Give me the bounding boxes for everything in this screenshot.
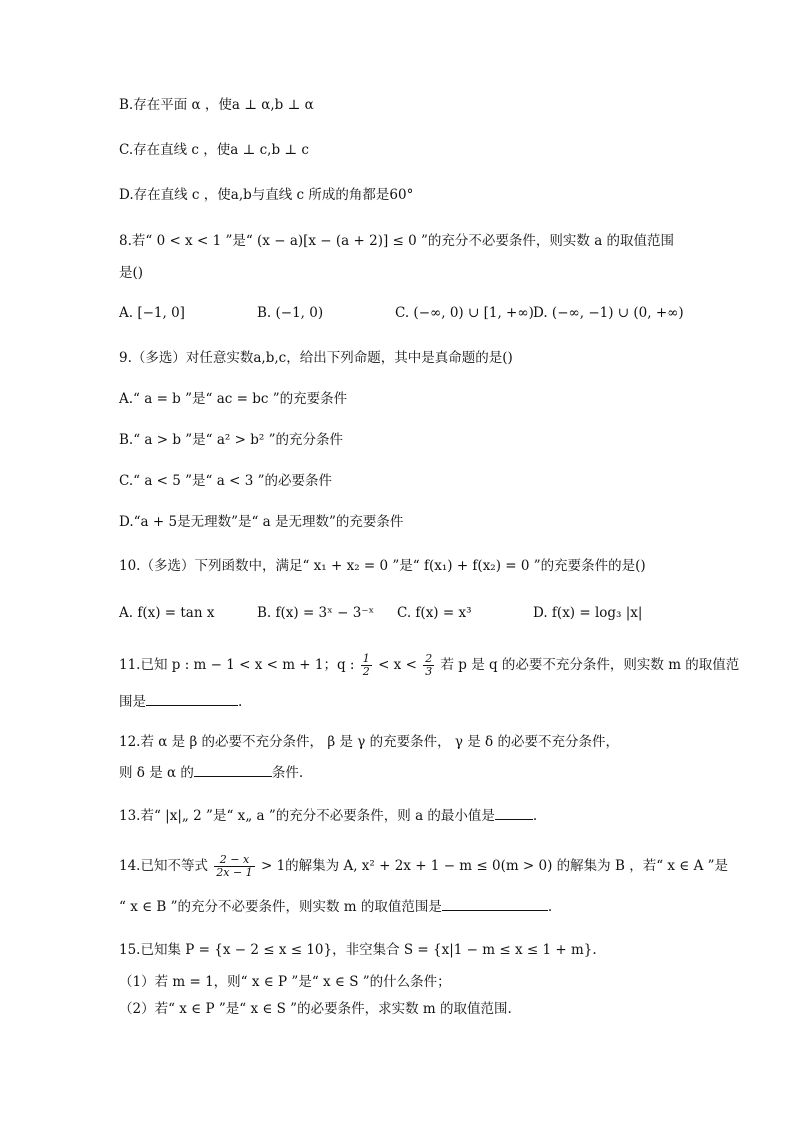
- question-7-option-c: C.存在直线 c ，使a ⊥ c,b ⊥ c: [119, 142, 309, 158]
- question-15-part-1: （1）若 m = 1，则“ x ∈ P ”是“ x ∈ S ”的什么条件；: [119, 974, 451, 990]
- question-14-part-3: “ x ∈ B ”的充分不必要条件，则实数 m 的取值范围是: [119, 899, 442, 915]
- question-10-option-d: D. f(x) = log₃ |x|: [533, 605, 643, 621]
- question-8-option-c: C. (−∞, 0) ∪ [1, +∞): [395, 305, 534, 321]
- fraction-denominator: 2x − 1: [216, 866, 253, 879]
- question-8-stem-cont: 是(): [119, 265, 144, 281]
- question-13-end: .: [532, 808, 538, 824]
- question-10-option-b: B. f(x) = 3ˣ − 3⁻ˣ: [257, 605, 375, 621]
- question-12-stem: 12.若 α 是 β 的必要不充分条件， β 是 γ 的充要条件， γ 是 δ 的必要不充分条件，: [119, 734, 619, 750]
- question-8-option-a: A. [−1, 0]: [119, 305, 185, 321]
- question-11-stem-cont: [119, 691, 242, 712]
- question-9-option-a: A.“ a = b ”是“ ac = bc ”的充要条件: [119, 391, 348, 407]
- question-9-option-d: D.“a + 5是无理数”是“ a 是无理数”的充要条件: [119, 514, 404, 530]
- question-11-part-3: 若 p 是 q 的必要不充分条件，则实数 m 的取值范: [436, 657, 740, 673]
- question-14-part-1: 14.已知不等式: [119, 858, 213, 874]
- question-15-part-2: （2）若“ x ∈ P ”是“ x ∈ S ”的必要条件，求实数 m 的取值范围.: [119, 1001, 512, 1017]
- question-11-label: 围是: [119, 694, 146, 710]
- fraction-numerator: 2 − x: [214, 854, 254, 867]
- question-11-end: .: [238, 694, 243, 710]
- question-7-option-b: B.存在平面 α ，使a ⊥ α,b ⊥ α: [119, 97, 314, 113]
- question-14-end: .: [547, 899, 553, 915]
- question-12-part-1: 则 δ 是 α 的: [119, 765, 194, 781]
- question-11-part-2: < x <: [373, 657, 422, 673]
- question-14-stem-cont: [119, 896, 552, 917]
- question-9-option-c: C.“ a < 5 ”是“ a < 3 ”的必要条件: [119, 473, 332, 489]
- fraction-denominator: 3: [425, 665, 433, 678]
- question-12-stem-cont: [119, 762, 303, 783]
- question-10-option-a: A. f(x) = tan x: [119, 605, 215, 621]
- fraction-denominator: 2: [362, 665, 370, 678]
- question-15-stem: 15.已知集 P = {x − 2 ≤ x ≤ 10}，非空集合 S = {x|1 − m ≤ x ≤ 1 + m}.: [119, 942, 597, 958]
- answer-blank[interactable]: [194, 762, 272, 777]
- fraction-two-thirds: [423, 653, 434, 678]
- question-8-option-d: D. (−∞, −1) ∪ (0, +∞): [533, 305, 684, 321]
- question-9-option-b: B.“ a > b ”是“ a² > b² ”的充分条件: [119, 432, 343, 448]
- answer-blank[interactable]: [146, 691, 238, 706]
- answer-blank[interactable]: [442, 896, 548, 911]
- question-8-stem: 8.若“ 0 < x < 1 ”是“ (x − a)[x − (a + 2)] ≤ 0 ”的充分不必要条件，则实数 a 的取值范围: [119, 233, 675, 249]
- question-9-stem: 9.（多选）对任意实数a,b,c，给出下列命题，其中是真命题的是(): [119, 350, 513, 366]
- question-11-stem: [119, 653, 739, 678]
- fraction-numerator: 1: [362, 652, 370, 665]
- question-13-stem: [119, 805, 537, 826]
- question-10-stem: 10.（多选）下列函数中，满足“ x₁ + x₂ = 0 ”是“ f(x₁) + f(x₂) = 0 ”的充要条件的是(): [119, 558, 646, 574]
- question-10-option-c: C. f(x) = x³: [397, 605, 472, 621]
- fraction-one-half: [361, 653, 372, 678]
- question-8-option-b: B. (−1, 0): [257, 305, 324, 321]
- question-13-text: 13.若“ |x|„ 2 ”是“ x„ a ”的充分不必要条件，则 a 的最小值是: [119, 808, 495, 824]
- question-11-part-1: 11.已知 p : m − 1 < x < m + 1；q :: [119, 657, 359, 673]
- question-14-stem: [119, 854, 728, 879]
- fraction-numerator: 2: [425, 652, 433, 665]
- question-14-part-2: > 1的解集为 A, x² + 2x + 1 − m ≤ 0(m > 0) 的解集为 B ，若“ x ∈ A ”是: [256, 858, 729, 874]
- question-12-part-2: 条件.: [271, 765, 304, 781]
- answer-blank[interactable]: [495, 805, 533, 820]
- question-7-option-d: D.存在直线 c ，使a,b与直线 c 所成的角都是60°: [119, 187, 414, 203]
- fraction-inequality: [214, 854, 254, 879]
